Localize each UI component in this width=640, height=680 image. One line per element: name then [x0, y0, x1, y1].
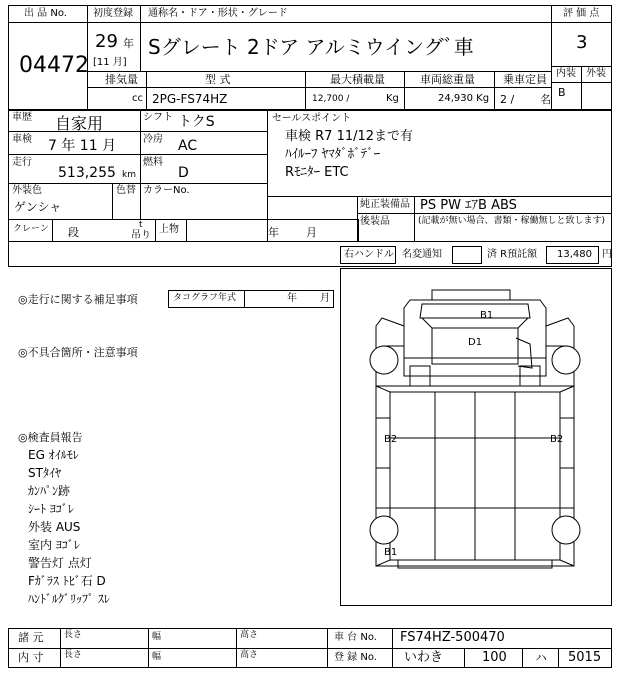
inspector-line: 室内 ﾖｺﾞﾚ [28, 538, 80, 552]
reg-number: 5015 [568, 650, 602, 665]
model-code: 2PG-FS74HZ [152, 92, 228, 106]
sales-point-line-1: 車検 R7 11/12まで有 [285, 129, 414, 144]
model-code-label: 型 式 [205, 73, 231, 86]
displacement-label: 排気量 [105, 73, 138, 86]
dims-label: 諸 元 [18, 631, 44, 644]
mileage-unit: km [122, 170, 136, 180]
yen-label: 円 [602, 249, 612, 260]
inspection-label: 車検 [12, 134, 32, 145]
model-desc-label: 通称名・ドア・形状・グレード [148, 8, 288, 19]
vehicle-title: Sグレート 2ドア アルミウイングﾞ車 [148, 35, 474, 59]
tacho-label: タコグラフ年式 [173, 293, 237, 303]
height-label: 高さ [240, 630, 259, 640]
mileage-label: 走行 [12, 157, 32, 168]
inner-dims-label: 内 寸 [18, 651, 44, 664]
sales-point-line-2: ﾊｲﾙｰﾌ ﾔﾏﾀﾞﾎﾞﾃﾞｰ [285, 147, 381, 162]
lot-label: 出 品 No. [24, 8, 67, 19]
inner-height-label: 高さ [240, 650, 259, 660]
first-reg-month: [11 月] [93, 57, 127, 68]
shift-label: シフト [143, 112, 173, 123]
inner-width-label: 幅 [152, 652, 162, 662]
recycle-label: 済 R預託額 [487, 249, 538, 260]
exterior-grade-cell [581, 82, 612, 110]
right-hand-label: 右ハンドル [344, 249, 394, 260]
ext-color-value: ゲンシャ [14, 200, 62, 214]
inspector-report-label: ◎検査員報告 [18, 431, 83, 444]
first-reg-label: 初度登録 [93, 8, 133, 19]
standard-equip-label: 純正装備品 [360, 199, 410, 210]
upper-label: 上物 [159, 224, 179, 235]
damage-mark: B2 [384, 434, 398, 445]
standard-equip-value: PS PW ｴｱB ABS [420, 198, 517, 213]
displacement-unit: cc [132, 93, 143, 104]
usage-label: 車歴 [12, 112, 32, 123]
reg-label: 登 録 No. [334, 652, 377, 663]
inspector-line: 警告灯 点灯 [28, 556, 92, 570]
interior-grade-cell [551, 82, 582, 110]
ext-color-label: 外装色 [12, 185, 42, 196]
max-load-value: 12,700 / [312, 94, 350, 104]
tacho-month: 月 [320, 293, 330, 304]
sales-point-line-3: Rﾓﾆﾀｰ ETC [285, 165, 349, 180]
truck-damage-diagram [340, 268, 612, 606]
max-load-unit: Kg [386, 93, 399, 104]
capacity-unit: 名 [540, 93, 551, 106]
color-no-label: カラーNo. [143, 185, 190, 196]
length-label: 長さ [64, 630, 83, 640]
ac-label: 冷房 [143, 134, 163, 145]
shift-value: トクS [178, 114, 215, 130]
running-notes-label: ◎走行に関する補足事項 [18, 293, 138, 306]
inspector-line: Fｶﾞﾗｽ ﾄﾋﾞ石 D [28, 574, 106, 588]
name-change-label: 名変通知 [402, 249, 442, 260]
rating-label: 評 価 点 [563, 8, 600, 19]
fuel-value: D [178, 165, 189, 181]
width-label: 幅 [152, 632, 162, 642]
upper-year: 年 [268, 226, 279, 239]
interior-label: 内装 [556, 68, 576, 79]
fuel-label: 燃料 [143, 157, 163, 168]
rating-value: 3 [576, 32, 588, 53]
upper-month: 月 [306, 226, 317, 239]
damage-mark: D1 [468, 337, 483, 348]
lot-number: 04472 [19, 53, 89, 78]
reg-class: 100 [482, 650, 507, 665]
chassis-label: 車 台 No. [334, 632, 377, 643]
reg-area: いわき [404, 650, 444, 665]
crane-label: クレーン [13, 224, 49, 234]
sales-point-label: セールスポイント [272, 113, 352, 124]
chassis-value: FS74HZ-500470 [400, 630, 505, 645]
damage-mark: B1 [384, 547, 398, 558]
usage-value: 自家用 [55, 114, 104, 133]
aftermarket-label: 後装品 [360, 216, 390, 227]
name-change-box [452, 246, 482, 264]
gross-weight-value: 24,930 Kg [438, 93, 490, 104]
spec-header-row [87, 71, 552, 88]
damage-mark: B1 [480, 310, 494, 321]
aftermarket-note: (記載が無い場合、書類・稼働無しと致します) [418, 216, 606, 226]
inspection-value: 7 年 11 月 [48, 138, 117, 154]
crane-tons: t [139, 220, 143, 230]
inspector-line: STﾀｲﾔ [28, 466, 61, 480]
inspector-line: ｶﾝﾊﾟﾝ跡 [28, 484, 71, 498]
recycle-amount: 13,480 [557, 249, 592, 260]
first-reg-year-unit: 年 [123, 37, 134, 50]
defects-label: ◎不具合箇所・注意事項 [18, 346, 138, 359]
exterior-label: 外装 [586, 68, 606, 79]
interior-grade: B [558, 86, 566, 99]
inspector-report-list [28, 446, 110, 608]
capacity-label: 乗車定員 [503, 73, 547, 86]
inspector-line: 外装 AUS [28, 520, 81, 534]
first-reg-year: 29 [95, 31, 118, 52]
reg-kana: ハ [535, 651, 548, 665]
ac-value: AC [178, 138, 198, 154]
inspector-line: EG ｵｲﾙﾓﾚ [28, 448, 79, 462]
inspector-line: ｼｰﾄ ﾖｺﾞﾚ [28, 502, 74, 516]
tacho-year: 年 [287, 293, 297, 304]
mileage-value: 513,255 [58, 165, 116, 181]
inspector-line: ﾊﾝﾄﾞﾙｸﾞﾘｯﾌﾟ ｽﾚ [28, 592, 110, 606]
inner-length-label: 長さ [64, 650, 83, 660]
max-load-label: 最大積載量 [330, 73, 385, 86]
capacity-value: 2 / [500, 93, 515, 106]
crane-lift: 吊り [131, 230, 151, 241]
damage-mark: B2 [550, 434, 564, 445]
gross-weight-label: 車両総重量 [420, 73, 475, 86]
crane-tier: 段 [68, 226, 79, 239]
color-change-label: 色替 [116, 185, 136, 196]
